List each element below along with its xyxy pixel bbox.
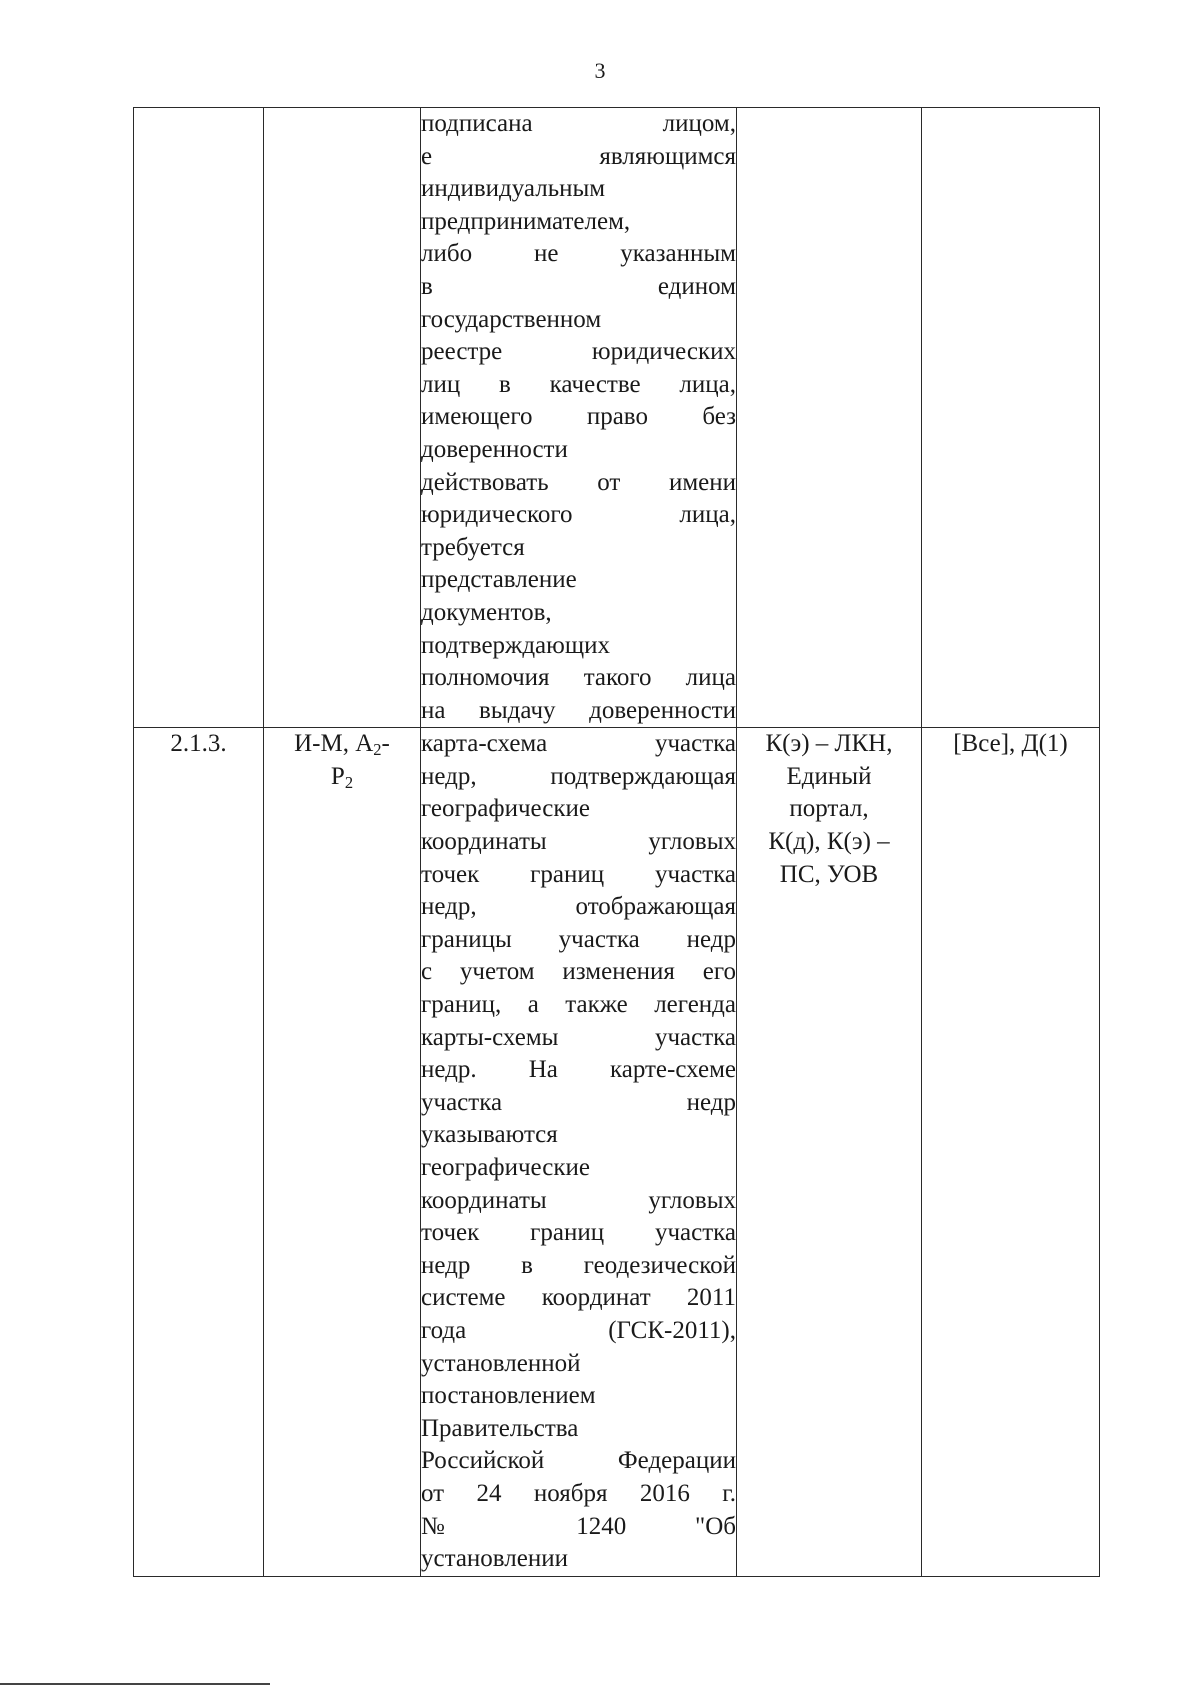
channel-line: Единый: [786, 762, 872, 790]
table-body: [134, 108, 1100, 1577]
description-line: географические: [421, 795, 590, 823]
description-line: постановлением: [421, 1382, 596, 1410]
description-cell: [421, 108, 737, 728]
description-line: Российской Федерации: [421, 1447, 736, 1475]
description-line: действовать от имени: [421, 468, 736, 496]
description-line: координаты угловых: [421, 1186, 736, 1214]
description-line: предпринимателем,: [421, 207, 631, 235]
description-line: документов,: [421, 598, 552, 626]
code-suffix: -: [381, 730, 390, 758]
description-line: от 24 ноября 2016 г.: [421, 1479, 736, 1507]
description-line: указываются: [421, 1121, 558, 1149]
description-line: требуется: [421, 533, 525, 561]
description-line: в едином: [421, 272, 736, 300]
code-cell: [264, 728, 421, 1576]
code-subscript-2: 2: [344, 773, 354, 792]
description-line: либо не указанным: [421, 240, 736, 268]
description-line: с учетом изменения его: [421, 958, 736, 986]
description-cell: [421, 728, 737, 1576]
description-line: полномочия такого лица: [421, 664, 736, 692]
table-row: [134, 108, 1100, 728]
requirements-table: [133, 107, 1100, 1577]
description-line: Правительства: [421, 1414, 579, 1442]
description-line: установленной: [421, 1349, 581, 1377]
description-line: имеющего право без: [421, 403, 736, 431]
code-text: И-М, А: [294, 730, 374, 758]
description-line: государственном: [421, 305, 602, 333]
description-line: координаты угловых: [421, 828, 736, 856]
description-line: реестре юридических: [421, 338, 736, 366]
page-number: 3: [594, 58, 606, 83]
description-line: географические: [421, 1154, 590, 1181]
code-cell: [264, 108, 421, 728]
applicability-text: [Все], Д(1): [953, 730, 1068, 758]
description-line: недр, подтверждающая: [421, 762, 736, 790]
description-line: на выдачу доверенности: [421, 696, 736, 724]
description-line: юридического лица,: [421, 501, 736, 529]
description-line: года (ГСК-2011),: [421, 1316, 736, 1344]
description-line: доверенности: [421, 435, 568, 463]
item-number: 2.1.3.: [170, 730, 227, 758]
description-line: установлении: [421, 1545, 568, 1573]
channel-line: ПС, УОВ: [779, 860, 879, 888]
code-line-1: [264, 728, 420, 761]
item-number-cell: [134, 728, 264, 1576]
description-line: представление: [421, 566, 577, 594]
channels-cell: [737, 728, 922, 1576]
description-line: системе координат 2011: [421, 1284, 736, 1312]
description-line: недр, отображающая: [421, 893, 736, 921]
description-line: е являющимся: [421, 142, 736, 170]
code-subscript: 2: [373, 740, 382, 760]
description-line: точек границ участка: [421, 860, 736, 888]
channel-line: портал,: [789, 795, 869, 823]
description-line: точек границ участка: [421, 1219, 736, 1247]
description-line: подписана лицом,: [421, 110, 736, 137]
description-line: границы участка недр: [421, 925, 736, 953]
description-line: индивидуальным: [421, 175, 606, 203]
applicability-cell: [922, 728, 1100, 1576]
description-line: лиц в качестве лица,: [421, 370, 736, 398]
channel-line: К(д), К(э) –: [768, 828, 890, 856]
applicability-cell: [922, 108, 1100, 728]
description-line: недр в геодезической: [421, 1251, 736, 1279]
description-line: участка недр: [421, 1088, 736, 1116]
channels-cell: [737, 108, 922, 728]
description-line: недр. На карте-схеме: [421, 1056, 736, 1084]
channel-line: К(э) – ЛКН,: [765, 730, 893, 758]
description-line: подтверждающих: [421, 631, 610, 659]
table-row: [134, 728, 1100, 1576]
code-text-2: Р: [330, 762, 345, 790]
footnote-rule: [0, 1683, 270, 1685]
item-number-cell: [134, 108, 264, 728]
description-line: № 1240 "Об: [421, 1512, 736, 1540]
description-line: границ, а также легенда: [421, 991, 736, 1019]
description-line: карта-схема участка: [421, 730, 736, 758]
code-line-2: [264, 761, 420, 794]
description-line: карты-схемы участка: [421, 1023, 736, 1051]
